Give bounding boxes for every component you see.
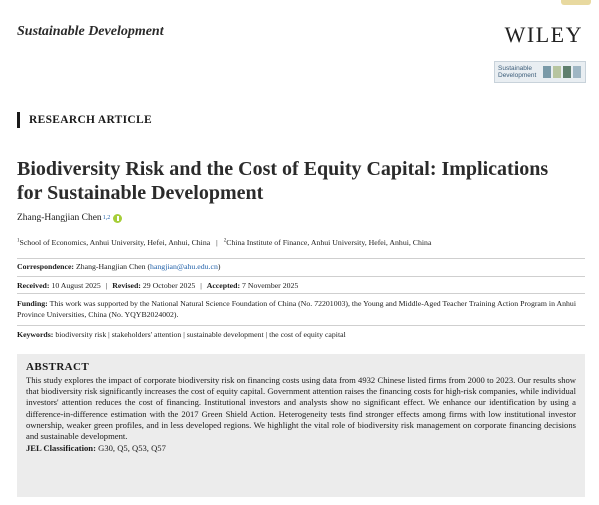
- journal-cover-thumbnail[interactable]: [494, 61, 586, 83]
- correspondence: Correspondence: Zhang-Hangjian Chen (hangjian@ahu.edu.cn): [17, 262, 221, 271]
- correspondence-label: Correspondence:: [17, 262, 75, 271]
- author-affiliation-marks[interactable]: 1,2: [102, 215, 111, 221]
- author-line: [17, 213, 122, 223]
- article-title: Biodiversity Risk and the Cost of Equity Capital: Implications for Sustainable Development: [17, 158, 549, 204]
- keywords-text: biodiversity risk | stakeholders' attention | sustainable development | the cost of equity capital: [55, 330, 346, 339]
- correspondence-email-link[interactable]: hangjian@ahu.edu.cn: [150, 262, 218, 271]
- funding-text: This work was supported by the National Natural Science Foundation of China (No. 72201003), the Young and Middle-Aged Teacher Training Action Program in Anhui Province Universities, China (No. YQYB2024002).: [17, 299, 576, 319]
- jel-classification: [26, 443, 576, 453]
- orcid-icon[interactable]: [113, 214, 122, 223]
- divider: [17, 258, 585, 259]
- divider: [17, 325, 585, 326]
- jel-codes: G30, Q5, Q53, Q57: [98, 443, 166, 454]
- jel-label: JEL Classification:: [26, 443, 96, 454]
- revised-date: 29 October 2025: [142, 281, 196, 290]
- abstract-heading: ABSTRACT: [26, 361, 90, 373]
- affiliation-2-mark: 2: [223, 238, 227, 244]
- divider: [17, 276, 585, 277]
- funding-label: Funding:: [17, 299, 48, 308]
- correspondence-name: Zhang-Hangjian Chen: [75, 262, 146, 271]
- publisher-logo[interactable]: WILEY: [504, 22, 583, 47]
- article-dates: Received: 10 August 2025 | Revised: 29 October 2025 | Accepted: 7 November 2025: [17, 281, 299, 290]
- corner-tab: [561, 0, 591, 5]
- keywords: [17, 330, 346, 339]
- accepted-label: Accepted:: [206, 281, 241, 290]
- cover-thumbnail-text: Sustainable Development: [498, 65, 537, 79]
- keywords-label: Keywords:: [17, 330, 54, 339]
- received-label: Received:: [17, 281, 50, 290]
- journal-name[interactable]: Sustainable Development: [17, 24, 164, 39]
- author-name[interactable]: Zhang-Hangjian Chen: [17, 213, 102, 223]
- accepted-date: 7 November 2025: [242, 281, 299, 290]
- abstract-text: This study explores the impact of corporate biodiversity risk on financing costs using data from 4932 Chinese listed firms from 2000 to 2023. Our results show that biodiversity risk significantly increases the cost of equity capital. Government attention raises the financing costs for high-risk companies, while individual investors' attention reduces the cost of financing. Institutional investors and analysts show no significant effect. We enhance our identification by using a difference-in-difference estimation with the 2017 Green Shield Action. Heterogeneity tests find stronger effects among firms with low institutional investor ownership, weaker green profiles, and in less developed regions. We highlight the vital role of biodiversity risk management on corporate financing decisions and sustainable development.: [26, 375, 576, 442]
- received-date: 10 August 2025: [51, 281, 101, 290]
- affiliation-2: China Institute of Finance, Anhui University, Hefei, Anhui, China: [226, 238, 432, 247]
- article-type-label: RESEARCH ARTICLE: [17, 112, 152, 128]
- divider: [17, 293, 585, 294]
- affiliations: [17, 238, 431, 247]
- cover-art: [543, 66, 581, 78]
- revised-label: Revised:: [112, 281, 141, 290]
- funding: [17, 298, 582, 320]
- abstract-box: [17, 354, 585, 497]
- affiliation-1: School of Economics, Anhui University, Hefei, Anhui, China: [19, 238, 211, 247]
- affiliation-1-mark: 1: [17, 238, 20, 244]
- affiliation-separator: |: [216, 238, 218, 247]
